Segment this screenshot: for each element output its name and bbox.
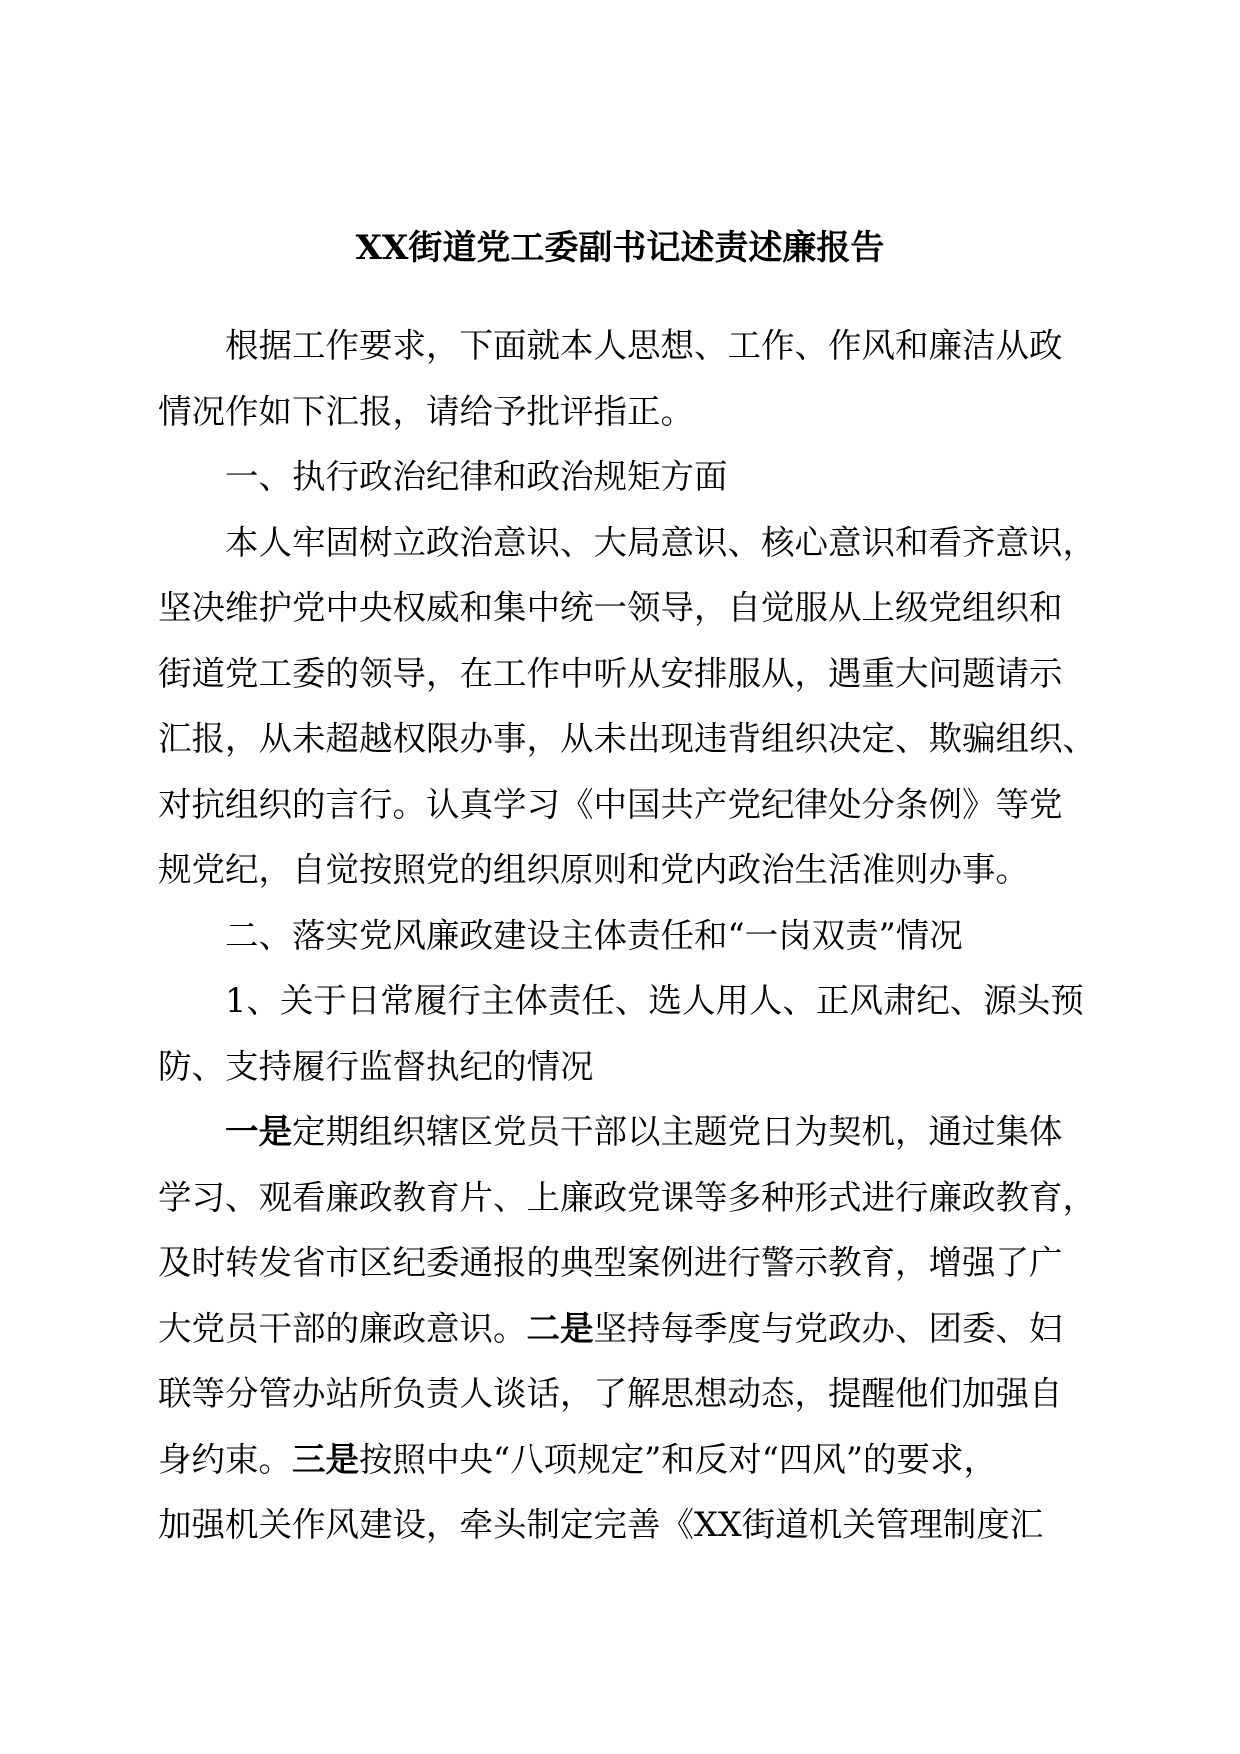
line-text: 防、支持履行监督执纪的情况 [158, 1046, 594, 1086]
line-text: 街道党工委的领导，在工作中听从安排服从，遇重大问题请示 [158, 653, 1063, 693]
line-text: 大党员干部的廉政意识。 [158, 1308, 527, 1348]
body-line [158, 1361, 1108, 1427]
line-text: 加强机关作风建设，牵头制定完善《XX街道机关管理制度汇 [158, 1505, 1044, 1544]
line-text: 身约束。 [158, 1439, 292, 1479]
line-text: 情况作如下汇报，请给予批评指正。 [158, 391, 694, 431]
line-text: 按照中央“八项规定”和反对“四风”的要求， [359, 1439, 998, 1479]
document-body [158, 313, 1108, 1558]
body-line [158, 1427, 1108, 1493]
subsection-heading [158, 1034, 1108, 1100]
body-line [158, 510, 1108, 576]
body-line [158, 706, 1108, 772]
body-line [158, 837, 1108, 903]
body-line [158, 313, 1108, 379]
body-line [158, 1230, 1108, 1296]
line-text: 对抗组织的言行。认真学习《中国共产党纪律处分条例》等党 [158, 784, 1063, 824]
line-text: 坚持每季度与党政办、团委、妇 [593, 1308, 1063, 1348]
line-text: 一、执行政治纪律和政治规矩方面 [225, 457, 728, 496]
line-text: 本人牢固树立政治意识、大局意识、核心意识和看齐意识， [225, 522, 1096, 562]
line-text: 规党纪，自觉按照党的组织原则和党内政治生活准则办事。 [158, 850, 1029, 889]
line-text: 根据工作要求，下面就本人思想、工作、作风和廉洁从政 [225, 326, 1063, 365]
body-line [158, 1492, 1108, 1558]
section-heading [158, 444, 1108, 510]
bold-lead-text: 一是 [225, 1112, 292, 1151]
line-text: 1、关于日常履行主体责任、选人用人、正风肃纪、源头预 [225, 981, 1084, 1020]
line-text: 二、落实党风廉政建设主体责任和“一岗双责”情况 [225, 915, 963, 955]
bold-lead-text: 二是 [526, 1308, 594, 1348]
body-line [158, 575, 1108, 641]
body-line [158, 641, 1108, 707]
body-line [158, 1296, 1108, 1362]
document-title: XX街道党工委副书记述责述廉报告 [355, 228, 885, 268]
body-line [158, 1099, 1108, 1165]
section-heading [158, 903, 1108, 969]
line-text: 汇报，从未超越权限办事，从未出现违背组织决定、欺骗组织、 [158, 719, 1096, 758]
body-line [158, 1165, 1108, 1231]
body-line [158, 772, 1108, 838]
subsection-heading [158, 968, 1108, 1034]
line-text: 学习、观看廉政教育片、上廉政党课等多种形式进行廉政教育， [158, 1177, 1096, 1217]
line-text: 坚决维护党中央权威和集中统一领导，自觉服从上级党组织和 [158, 588, 1063, 627]
body-line [158, 379, 1108, 445]
line-text: 定期组织辖区党员干部以主题党日为契机，通过集体 [292, 1112, 1063, 1151]
bold-lead-text: 三是 [292, 1439, 359, 1479]
line-text: 及时转发省市区纪委通报的典型案例进行警示教育，增强了广 [158, 1243, 1063, 1282]
line-text: 联等分管办站所负责人谈话，了解思想动态，提醒他们加强自 [158, 1374, 1063, 1413]
